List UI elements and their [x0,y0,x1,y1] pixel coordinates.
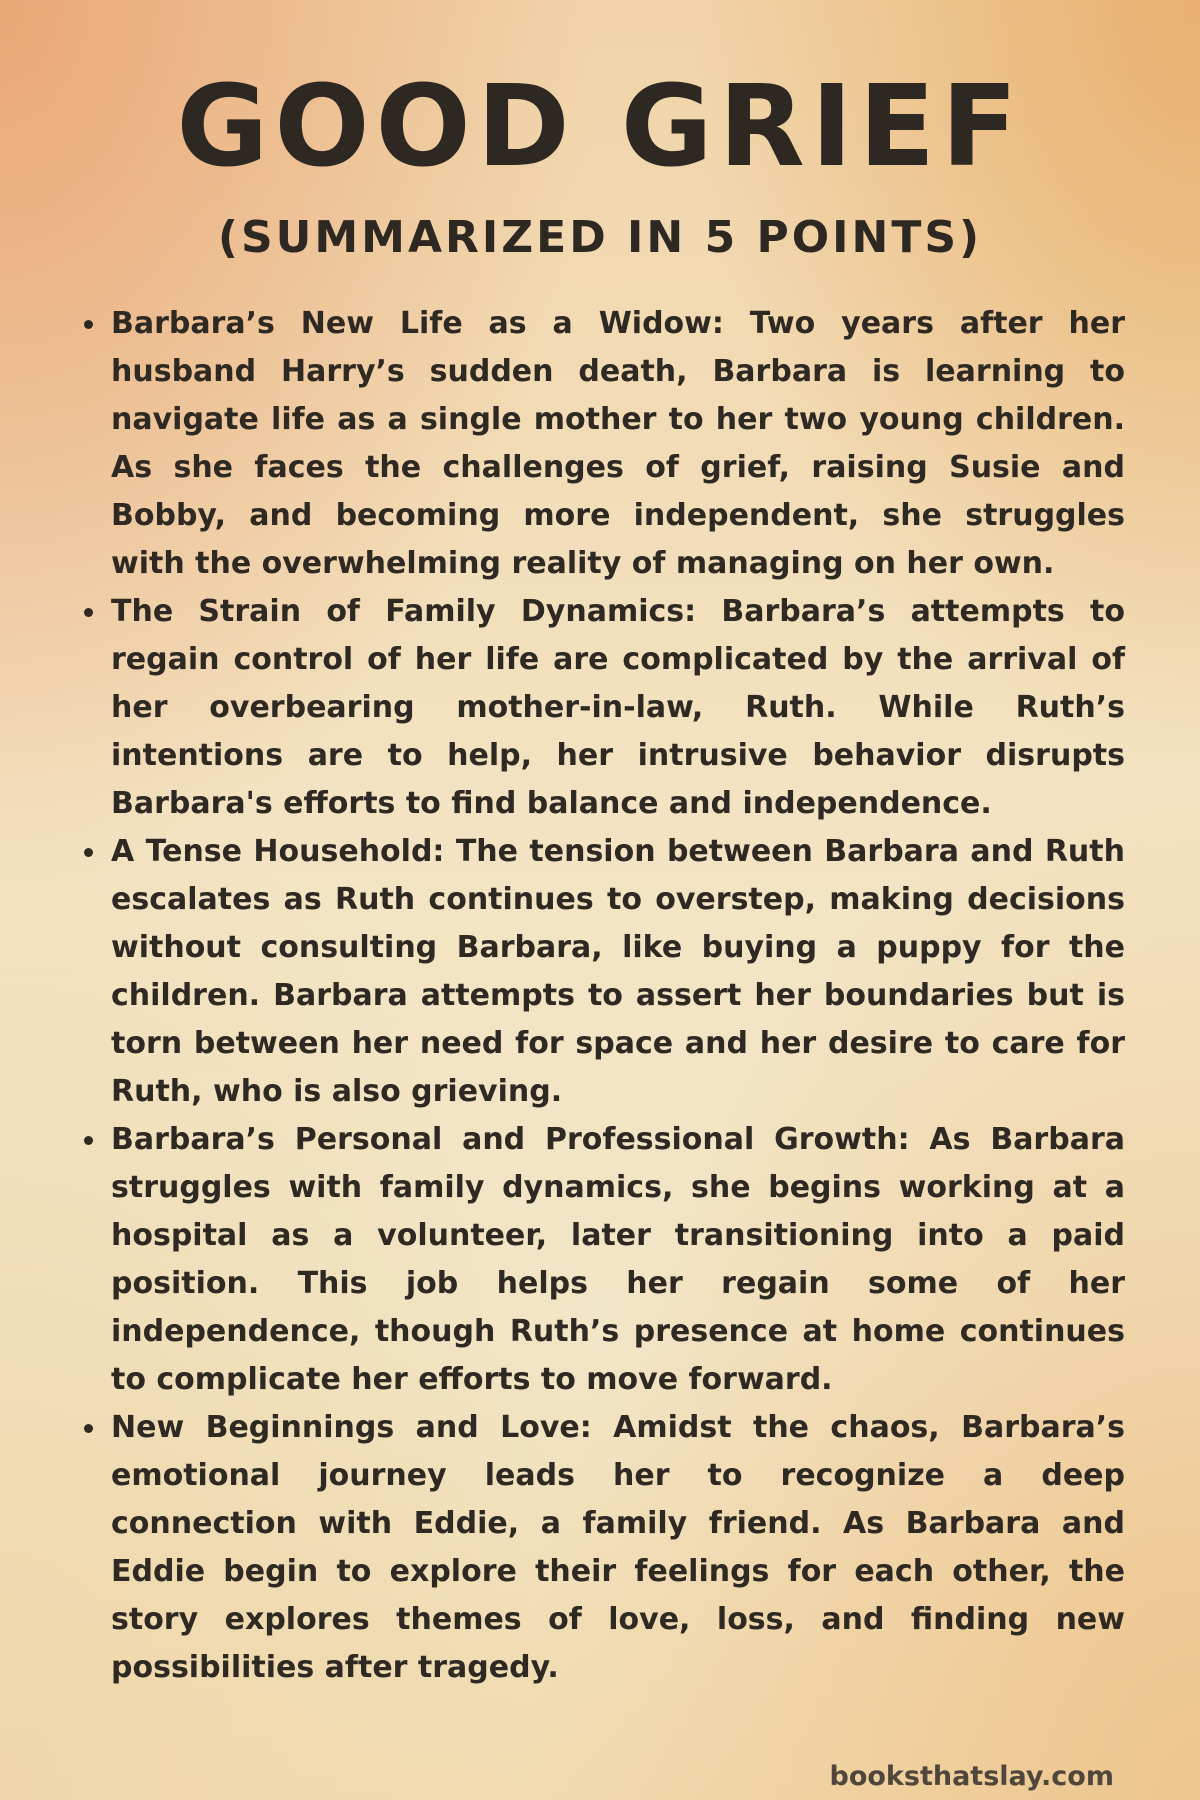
point-text: New Beginnings and Love: Amidst the chaos, Barbara’s emotional journey leads her to recognize a deep connection with Eddie, a family friend. As Barbara and Eddie begin to explore their feelings for each other, the story explores themes of love, loss, and finding new possibilities after tragedy. [111,1410,1125,1685]
summary-points-list [111,300,1125,1692]
summary-point [111,828,1125,1116]
point-text: Barbara’s Personal and Professional Growth: As Barbara struggles with family dynamics, she begins working at a hospital as a volunteer, later transitioning into a paid position. This job helps her regain some of her independence, though Ruth’s presence at home continues to complicate her efforts to move forward. [111,1122,1125,1397]
site-watermark: booksthatslay.com [829,1761,1114,1792]
bullet-icon [84,848,93,857]
summary-point [111,588,1125,828]
point-text: The Strain of Family Dynamics: Barbara’s attempts to regain control of her life are complicated by the arrival of her overbearing mother-in-law, Ruth. While Ruth’s intentions are to help, her intrusive behavior disrupts Barbara's efforts to find balance and independence. [111,594,1125,821]
bullet-icon [84,1424,93,1433]
page-title: GOOD GRIEF [176,62,1024,192]
point-text: A Tense Household: The tension between Barbara and Ruth escalates as Ruth continues to overstep, making decisions without consulting Barbara, like buying a puppy for the children. Barbara attempts to assert her boundaries but is torn between her need for space and her desire to care for Ruth, who is also grieving. [111,834,1125,1109]
bullet-icon [84,320,93,329]
summary-point [111,300,1125,588]
summary-point [111,1116,1125,1404]
summary-point [111,1404,1125,1692]
point-text: Barbara’s New Life as a Widow: Two years after her husband Harry’s sudden death, Barbara is learning to navigate life as a single mother to her two young children. As she faces the challenges of grief, raising Susie and Bobby, and becoming more independent, she struggles with the overwhelming reality of managing on her own. [111,306,1125,581]
page-subtitle: (SUMMARIZED IN 5 POINTS) [217,212,983,263]
bullet-icon [84,1136,93,1145]
bullet-icon [84,608,93,617]
